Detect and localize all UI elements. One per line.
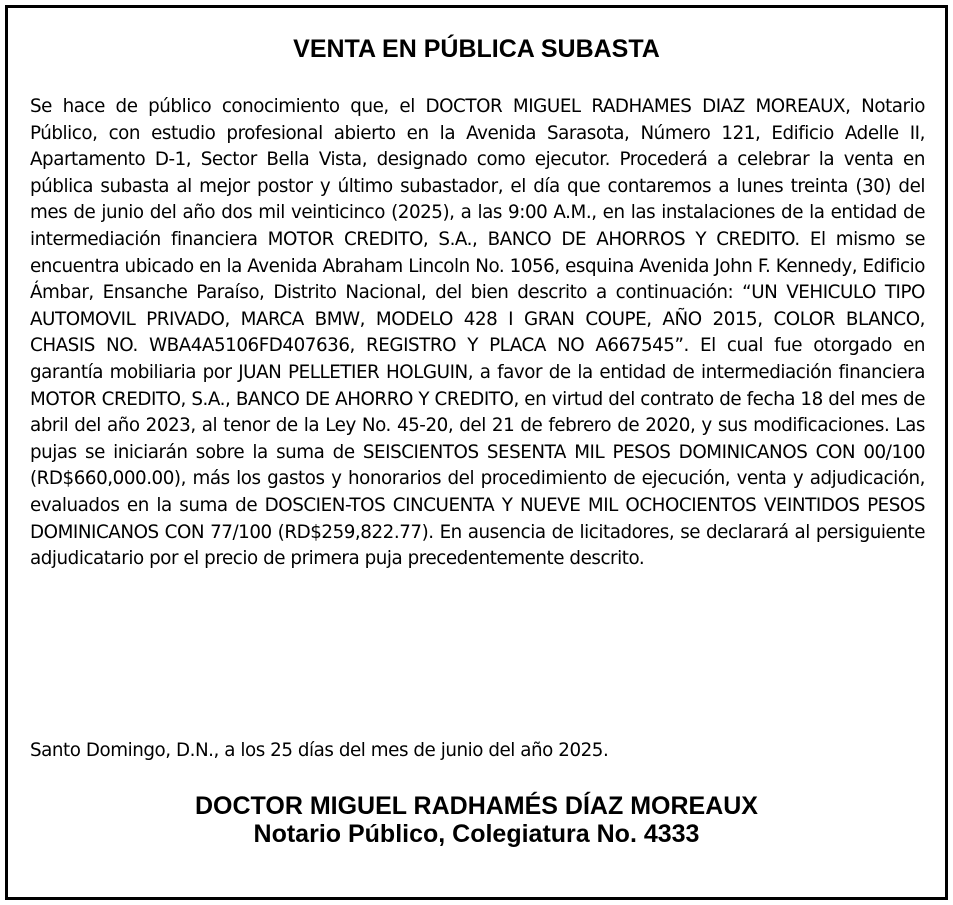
notice-frame — [5, 5, 948, 900]
signature-name: DOCTOR MIGUEL RADHAMÉS DÍAZ MOREAUX — [195, 792, 758, 820]
signature-credential: Notario Público, Colegiatura No. 4333 — [253, 820, 700, 848]
notice-title: VENTA EN PÚBLICA SUBASTA — [293, 35, 660, 63]
signature-block — [8, 792, 945, 848]
notice-body: Se hace de público conocimiento que, el DOCTOR MIGUEL RADHAMES DIAZ MOREAUX, Notario Público, con estudio profesional abierto en la Avenida Sarasota, Número 121, Edificio Adelle II, Apartamento D-1, Sector Bella Vista, designado como ejecutor. Procederá a celebrar la venta en pública subasta al mejor postor y último subastador, el día que contaremos a lunes treinta (30) del mes de junio del año dos mil veinticinco (2025), a las 9:00 A.M., en las instalaciones de la entidad de intermediación financiera MOTOR CREDITO, S.A., BANCO DE AHORROS Y CREDITO. El mismo se encuentra ubicado en la Avenida Abraham Lincoln No. 1056, esquina Avenida John F. Kennedy, Edificio Ámbar, Ensanche Paraíso, Distrito Nacional, del bien descrito a continuación: “UN VEHICULO TIPO AUTOMOVIL PRIVADO, MARCA BMW, MODELO 428 I GRAN COUPE, AÑO 2015, COLOR BLANCO, CHASIS NO. WBA4A5106FD407636, REGISTRO Y PLACA NO A667545”. El cual fue otorgado en garantía mobiliaria por JUAN PELLETIER HOLGUIN, a favor de la entidad de intermediación financiera MOTOR CREDITO, S.A., BANCO DE AHORRO Y CREDITO, en virtud del contrato de fecha 18 del mes de abril del año 2023, al tenor de la Ley No. 45-20, del 21 de febrero de 2020, y sus modificaciones. Las pujas se iniciarán sobre la suma de SEISCIENTOS SESENTA MIL PESOS DOMINICANOS CON 00/100 (RD$660,000.00), más los gastos y honorarios del procedimiento de ejecución, venta y adjudicación, evaluados en la suma de DOSCIEN-TOS CINCUENTA Y NUEVE MIL OCHOCIENTOS VEINTIDOS PESOS DOMINICANOS CON 77/100 (RD$259,822.77). En ausencia de licitadores, se declarará al persiguiente adjudicatario por el precio de primera puja precedentemente descrito. — [30, 96, 925, 570]
notice-dateline: Santo Domingo, D.N., a los 25 días del mes de junio del año 2025. — [30, 740, 609, 761]
